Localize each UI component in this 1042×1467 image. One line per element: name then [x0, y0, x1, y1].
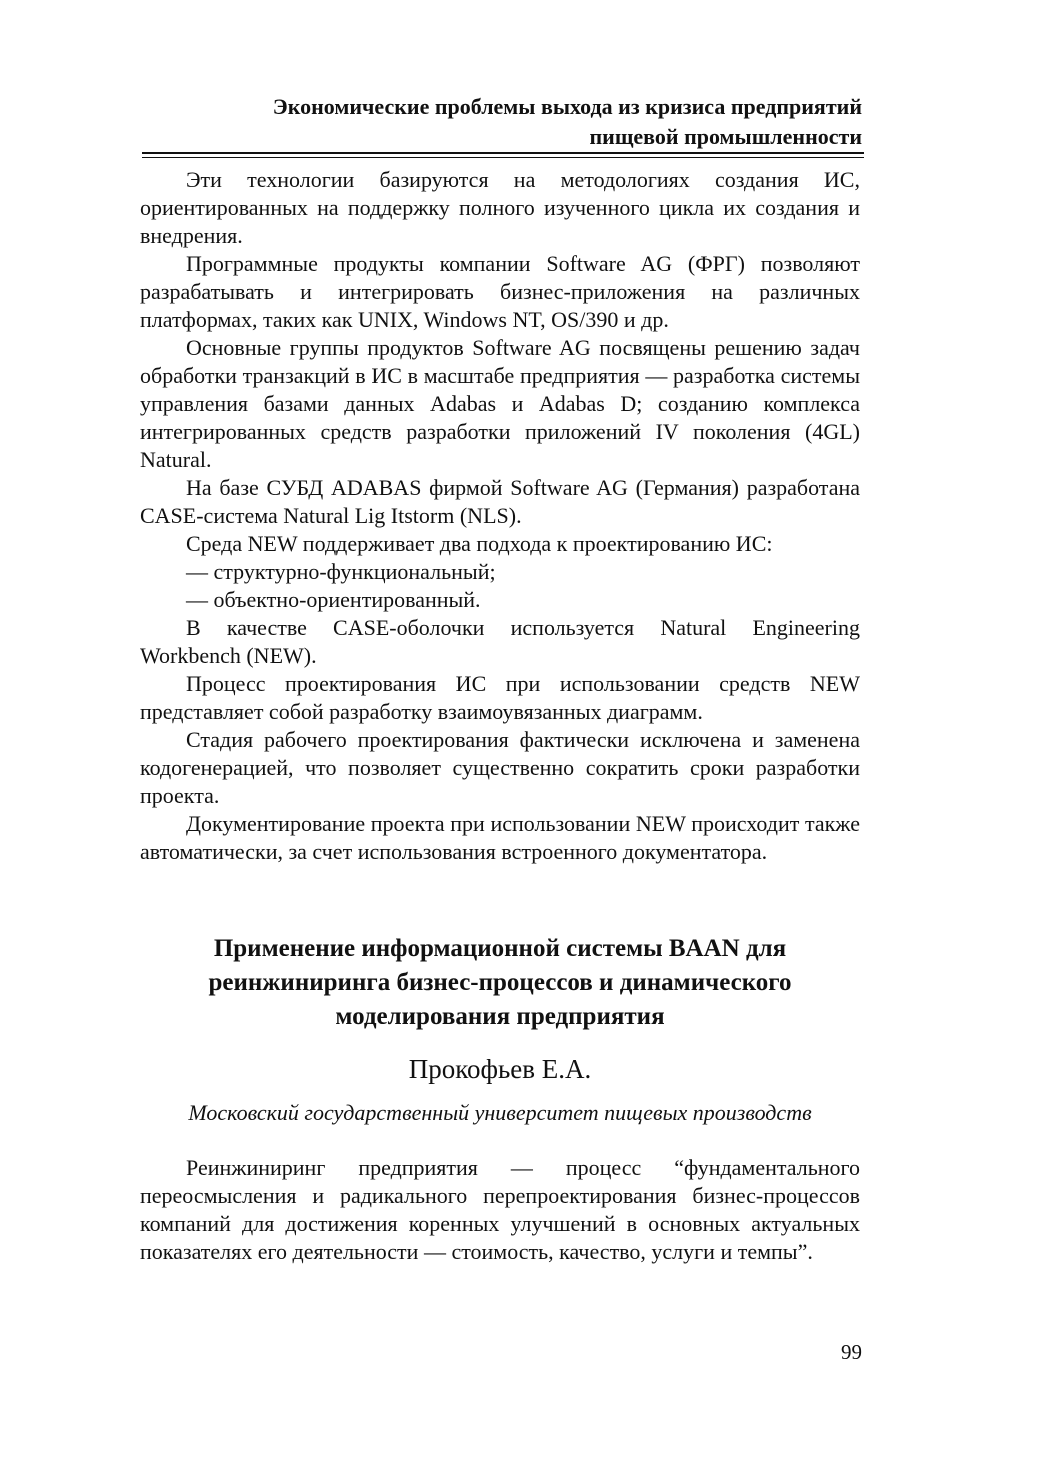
list-item: — объектно-ориентированный.: [186, 587, 481, 612]
paragraph: Процесс проектирования ИС при использовании средств NEW представляет собой разработку взаимоувязанных диаграмм.: [140, 671, 860, 724]
author-affiliation: Московский государственный университет пищевых производств: [188, 1100, 812, 1125]
header-rule-thick: [142, 152, 864, 154]
paragraph: Документирование проекта при использовании NEW происходит также автоматически, за счет использования встроенного документатора.: [140, 811, 860, 864]
running-header: [140, 92, 862, 152]
paragraph: Эти технологии базируются на методологиях создания ИС, ориентированных на поддержку полного изученного цикла их создания и внедрения.: [140, 167, 860, 248]
running-header-line-2: пищевой промышленности: [589, 124, 862, 149]
paragraph: В качестве CASE-оболочки используется Natural Engineering Workbench (NEW).: [140, 615, 860, 668]
running-header-line-1: Экономические проблемы выхода из кризиса предприятий: [272, 94, 862, 119]
abstract: [140, 1154, 860, 1266]
list-item: — структурно-функциональный;: [186, 559, 496, 584]
body-text: [140, 166, 860, 866]
paragraph: Основные группы продуктов Software AG посвящены решению задач обработки транзакций в ИС в масштабе предприятия — разработка системы управления базами данных Adabas и Adabas D; созданию комплекса интегрированных средств разработки приложений IV поколения (4GL) Natural.: [140, 335, 860, 472]
paragraph: На базе СУБД ADABAS фирмой Software AG (Германия) разработана CASE-система Natural Lig Itstorm (NLS).: [140, 475, 860, 528]
paragraph: Стадия рабочего проектирования фактически исключена и заменена кодогенерацией, что позволяет существенно сократить сроки разработки проекта.: [140, 727, 860, 808]
header-rule-thin: [142, 157, 864, 158]
article-author: Прокофьев Е.А.: [408, 1054, 592, 1084]
paragraph: Программные продукты компании Software AG (ФРГ) позволяют разрабатывать и интегрировать бизнес-приложения на различных платформах, таких как UNIX, Windows NT, OS/390 и др.: [140, 251, 860, 332]
paragraph: Среда NEW поддерживает два подхода к проектированию ИС:: [186, 531, 773, 556]
article-title: Применение информационной системы BAAN для реинжиниринга бизнес-процессов и динамического моделирования предприятия: [208, 935, 792, 1030]
abstract-paragraph: Реинжиниринг предприятия — процесс “фундаментального переосмысления и радикального перепроектирования бизнес-процессов компаний для достижения коренных улучшений в основных актуальных показателях его деятельности — стоимость, качество, услуги и темпы”.: [140, 1155, 860, 1264]
page-number: 99: [841, 1340, 862, 1364]
